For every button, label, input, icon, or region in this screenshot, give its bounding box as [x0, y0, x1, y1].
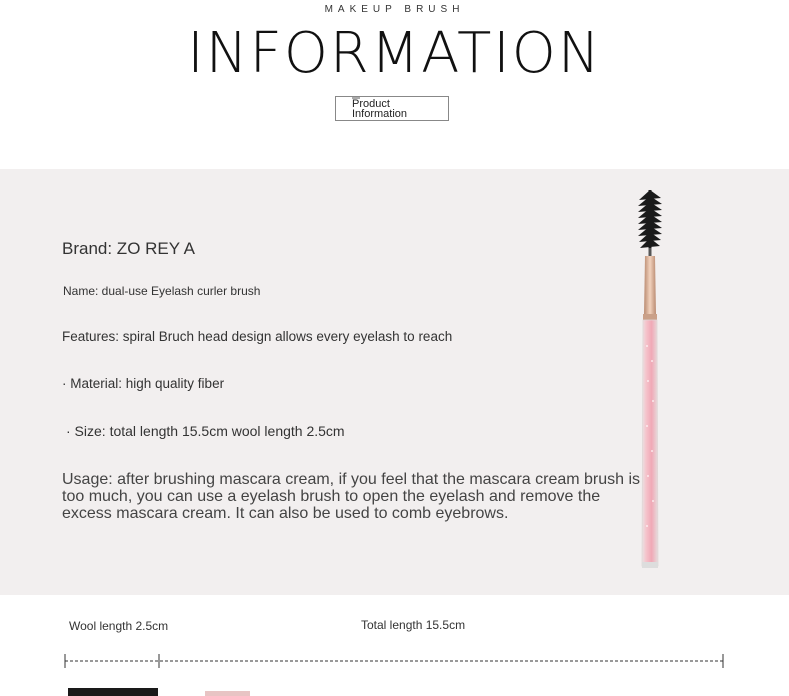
tag-line-1: Product [352, 98, 390, 110]
details-panel [0, 169, 789, 595]
measurement-section [0, 595, 789, 696]
header-section [0, 0, 789, 169]
size-text: · Size: total length 15.5cm wool length 2.5cm [66, 423, 345, 439]
tag-text [352, 99, 407, 119]
eyebrow-text: MAKEUP BRUSH [324, 4, 465, 15]
material-text: · Material: high quality fiber [62, 376, 225, 391]
brand-text: Brand: ZO REY A [62, 239, 195, 258]
product-info-tag [335, 96, 449, 121]
bristle-head [638, 190, 662, 252]
measurement-line [60, 651, 730, 671]
tag-line-2: Information [352, 108, 408, 120]
page-title: INFORMATION [187, 21, 602, 86]
usage-text: Usage: after brushing mascara cream, if you feel that the mascara cream brush is too much, you can use a eyelash brush to open the eyelash and remove the excess mascara cream. It can also be used to comb eyebrows. [62, 471, 641, 522]
brush-tip-preview-icon [60, 685, 260, 696]
features-text: Features: spiral Bruch head design allows every eyelash to reach [62, 329, 453, 344]
total-length-label: Total length 15.5cm [361, 618, 466, 632]
spoolie-brush-image [630, 186, 670, 576]
wool-length-label: Wool length 2.5cm [69, 619, 169, 633]
name-text: Name: dual-use Eyelash curler brush [63, 284, 261, 298]
